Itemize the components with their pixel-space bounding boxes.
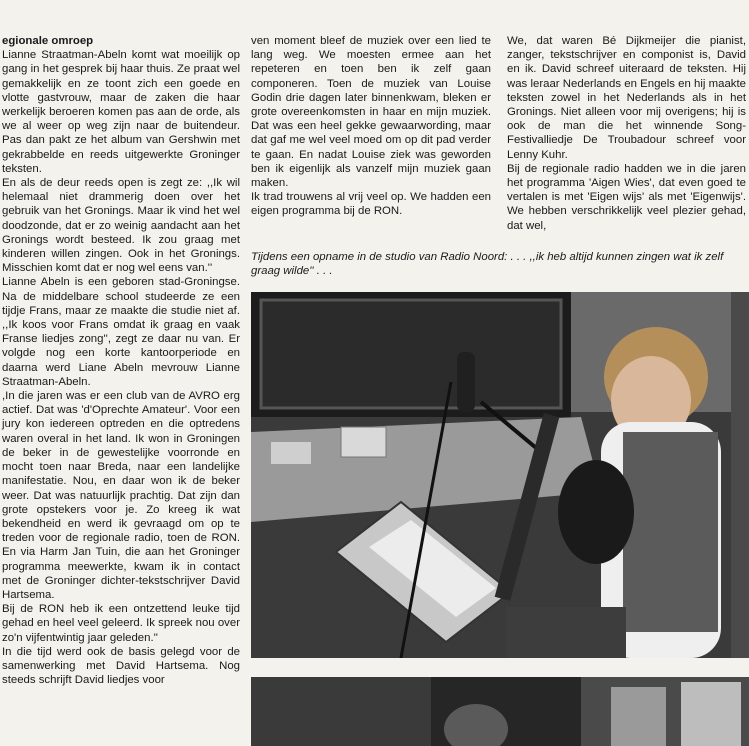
studio-recording-photo [251,292,749,658]
section-heading: egionale omroep [2,35,94,47]
second-photo [251,677,749,746]
paragraph: Lianne Straatman-Abeln komt wat moeilijk op gang in het gesprek bij haar thuis. Ze praat wel gemakkelijk en ze toont zich een goede en vlotte gastvrouw, maar de zaken die haar werkelijk beroeren komen pas aan de orde, als we al weer op weg zijn naar de buitendeur. Pas dan pakt ze het album van Gershwin met gekrabbelde en reeds uitgewerkte Groninger teksten. [2,49,240,175]
article-column-1 [2,34,240,687]
paragraph: Ik trad trouwens al vrij veel op. We hadden een eigen programma bij de RON. [251,191,491,218]
paragraph: ,In die jaren was er een club van de AVRO erg actief. Dat was 'd'Oprechte Amateur'. Voor een jury kon iedereen optreden en die optredens waren overal in het land. Ik won in Groningen de beker in de gewestelijke voorronde en mocht toen naar Breda, naar een landelijke manifestatie. Nou, en daar won ik de beker weer. Dat was natuurlijk prachtig. Dat zijn dan grote opstekers voor je. Zo kreeg ik wat bekendheid en werd ik gevraagd om op te treden voor de regionale radio, toen de RON. En via Harm Jan Tuin, die aan het Groninger programma meewerkte, kwam ik in contact met de Groninger dichter-tekstschrijver David Hartsema. [2,390,240,601]
paragraph: We, dat waren Bé Dijkmeijer die pianist, zanger, tekstschrijver en componist is, David en ik. David schreef uiteraard de teksten. Hij was leraar Nederlands en Engels en hij maakte teksten zowel in het Nederlands als in het Gronings. Niet alleen voor mij overigens; hij is ook de man die het winnende Song-Festivalliedje De Troubadour schreef voor Lenny Kuhr. [507,35,746,161]
paragraph: Bij de regionale radio hadden we in die jaren het programma 'Aigen Wies', dat even goed te vertalen is met 'Eigen wijs' als met 'Eigenwijs'. We hebben verschrikkelijk veel plezier gehad, dat wel, [507,162,746,232]
paragraph: In die tijd werd ook de basis gelegd voor de samenwerking met David Hartsema. Nog steeds schrijft David liedjes voor [2,645,240,687]
photo-caption: Tijdens een opname in de studio van Radio Noord: . . . ,,ik heb altijd kunnen zingen wat ik zelf graag wilde'' . . . [251,251,724,278]
article-column-2 [251,34,491,219]
paragraph: Bij de RON heb ik een ontzettend leuke tijd gehad en heel veel geleerd. Ik spreek nou over zo'n vijfentwintig jaar geleden.'' [2,603,240,644]
article-column-3 [507,34,746,233]
paragraph: Lianne Abeln is een geboren stad-Groningse. Na de middelbare school studeerde ze een tijdje Frans, maar ze maakte die studie niet af. ,,Ik koos voor Frans omdat ik graag en vaak Franse liedjes zong'', zegt ze daar nu van. Er volgde nog een korte kantoorperiode en daarna werd Liane Abeln mevrouw Lianne Straatman-Abeln. [2,276,240,388]
paragraph: En als de deur reeds open is zegt ze: ,,Ik wil helemaal niet drammerig doen over het gebruik van het Gronings. Maar ik vind het wel doodzonde, dat er zo weinig aandacht aan het Gronings wordt besteed. Ik zou graag met kinderen willen zingen. Ook in het Gronings. Misschien komt dat er nog wel eens van.'' [2,177,240,275]
paragraph: ven moment bleef de muziek over een lied te lang weg. We moesten ermee aan het repeteren en toen ben ik zelf gaan componeren. Toen de muziek van Louise Godin drie dagen later binnenkwam, bleken er grote overeenkomsten in haar en mijn muziek. Dat was een heel gekke gewaarwording, maar dat gaf me wel veel moed om op dit pad verder te gaan. En nadat Louise ziek was geworden ben ik eigenlijk als vanzelf mijn muziek gaan maken. [251,35,491,190]
